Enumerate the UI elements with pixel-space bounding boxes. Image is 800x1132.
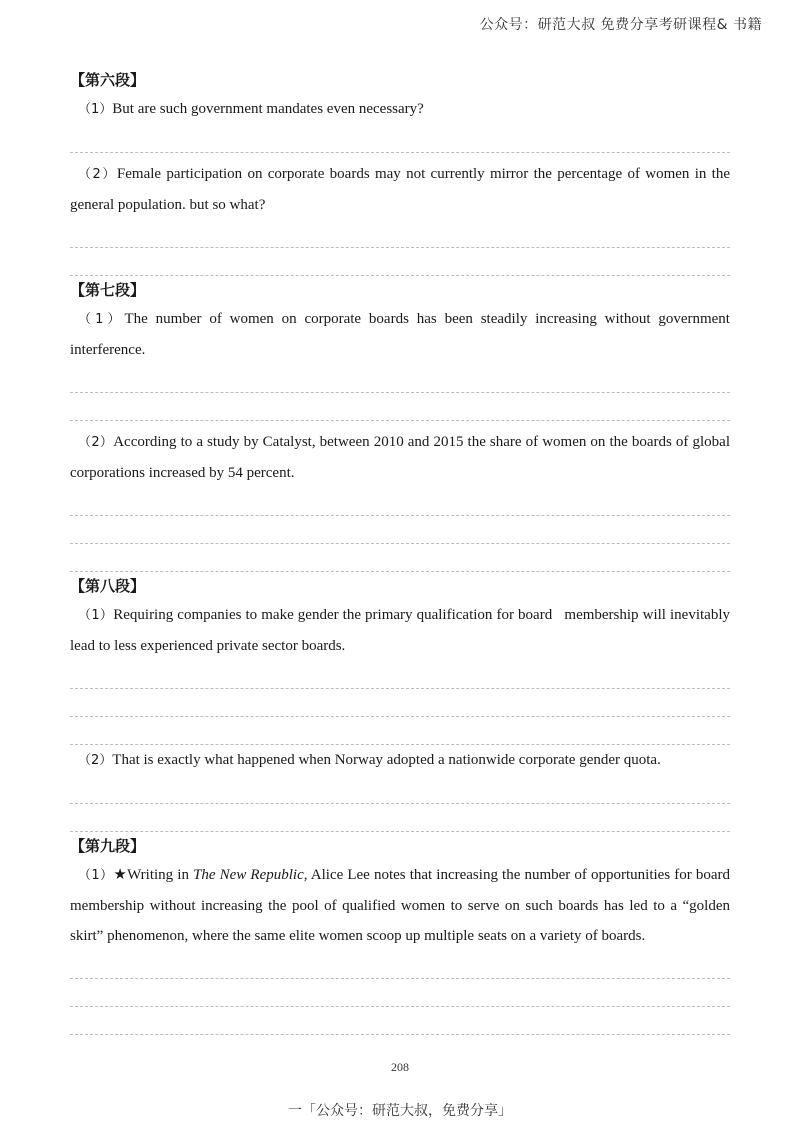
sentence-text: Requiring companies to make gender the primary qualification for board membership will inevitably lead to less experienced private sector boards. — [70, 607, 734, 654]
answer-line[interactable] — [70, 689, 730, 717]
document-body — [70, 66, 734, 1035]
answer-line[interactable] — [70, 393, 730, 421]
sentence-index: （1） — [78, 102, 113, 117]
section-8 — [70, 572, 734, 832]
page-number: 208 — [391, 1060, 409, 1074]
section-title: 【第九段】 — [70, 837, 146, 855]
section-7 — [70, 276, 730, 572]
section-title: 【第七段】 — [70, 281, 146, 299]
answer-line[interactable] — [70, 979, 730, 1007]
section-6 — [70, 66, 730, 276]
sentence-index: （2） — [78, 435, 114, 450]
sentence-index: （2） — [78, 753, 113, 768]
section-9 — [70, 832, 730, 1035]
sentence — [70, 304, 730, 365]
answer-line[interactable] — [70, 488, 730, 516]
publication-title: The New Republic — [193, 867, 304, 883]
answer-line[interactable] — [70, 1007, 730, 1035]
sentence-text: The number of women on corporate boards has been steadily increasing without government interference. — [70, 311, 730, 358]
sentence-text: Female participation on corporate boards may not currently mirror the percentage of women in the general population. but so what? — [70, 166, 730, 213]
answer-line[interactable] — [70, 951, 730, 979]
answer-line[interactable] — [70, 365, 730, 393]
page-header: 公众号：研范大叔 免费分享考研课程& 书籍 — [479, 17, 762, 33]
sentence-index: （1） — [78, 868, 114, 883]
sentence-text: But are such government mandates even necessary? — [112, 101, 424, 117]
answer-line[interactable] — [70, 516, 730, 544]
answer-line[interactable] — [70, 220, 730, 248]
answer-line[interactable] — [70, 544, 730, 572]
answer-line[interactable] — [70, 125, 730, 153]
section-title: 【第六段】 — [70, 71, 146, 89]
answer-line[interactable] — [70, 776, 730, 804]
sentence-index: （2） — [78, 167, 117, 182]
answer-line[interactable] — [70, 248, 730, 276]
sentence — [70, 745, 730, 776]
sentence — [70, 860, 730, 951]
sentence-prefix: ★Writing in — [113, 867, 194, 883]
answer-line[interactable] — [70, 804, 730, 832]
sentence-text: , Alice Lee notes that increasing the number of opportunities for board membership without increasing the pool of qualified women to serve on such boards has led to a “golden skirt” phenomenon, where the same elite women scoop up multiple seats on a variety of boards. — [70, 867, 730, 944]
sentence-index: （1） — [78, 312, 125, 327]
sentence-text: That is exactly what happened when Norway adopted a nationwide corporate gender quota. — [112, 752, 661, 768]
sentence — [70, 94, 730, 125]
section-title: 【第八段】 — [70, 577, 146, 595]
answer-line[interactable] — [70, 717, 730, 745]
sentence — [70, 600, 734, 661]
sentence-index: （1） — [78, 608, 114, 623]
sentence — [70, 427, 730, 488]
page-footer: 一「公众号：研范大叔，免费分享」 — [288, 1103, 512, 1119]
sentence-text: According to a study by Catalyst, between 2010 and 2015 the share of women on the boards of global corporations increased by 54 percent. — [70, 434, 730, 481]
sentence — [70, 159, 730, 220]
answer-line[interactable] — [70, 661, 730, 689]
